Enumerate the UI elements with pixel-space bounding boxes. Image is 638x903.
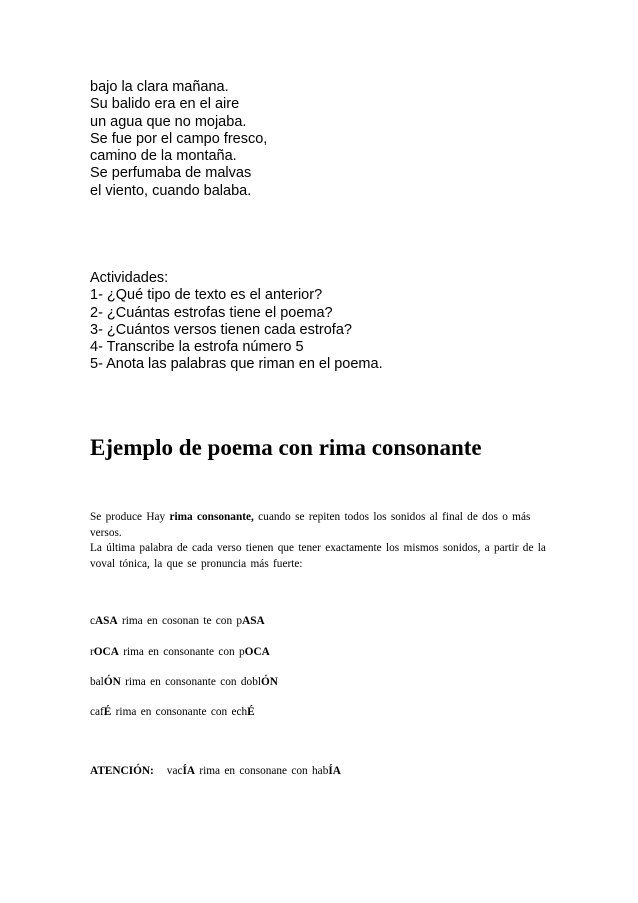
example-connector: rima en consonane con — [195, 765, 313, 777]
poem-line: Se perfumaba de malvas — [90, 165, 252, 182]
word-start: dobl — [240, 676, 261, 688]
activities-section — [90, 270, 383, 374]
activity-item: 4- Transcribe la estrofa número 5 — [90, 339, 304, 356]
word-start: c — [90, 615, 96, 627]
poem-line: el viento, cuando balaba. — [90, 182, 252, 199]
word-start: ech — [231, 706, 248, 718]
word-start: hab — [312, 765, 329, 777]
rhyme-example — [90, 614, 265, 628]
word-rhyme-part: OCA — [244, 646, 270, 658]
explanation-rest: cuando se repiten todos los sonidos al final de dos o más versos. — [90, 511, 531, 539]
word-start: p — [239, 646, 245, 658]
activity-item: 1- ¿Qué tipo de texto es el anterior? — [90, 287, 323, 304]
example-connector: rima en consonante con — [120, 676, 241, 688]
word-rhyme-part: ÓN — [260, 676, 278, 688]
word-start: vac — [166, 765, 183, 777]
word-rhyme-part: É — [247, 706, 255, 718]
example-connector: rima en consonante con — [118, 646, 239, 658]
word-start: bal — [90, 676, 104, 688]
word-rhyme-part: ÍA — [182, 765, 196, 777]
explanation-term: rima consonante, — [169, 511, 254, 523]
poem-line: Su balido era en el aire — [90, 96, 240, 113]
section-heading: Ejemplo de poema con rima consonante — [90, 435, 482, 460]
word-start: p — [236, 615, 243, 627]
activity-item: 3- ¿Cuántos versos tienen cada estrofa? — [90, 321, 352, 338]
word-rhyme-part: ÓN — [103, 676, 121, 688]
activity-item: 5- Anota las palabras que riman en el poema. — [90, 356, 383, 373]
poem-line: Se fue por el campo fresco, — [90, 130, 268, 147]
example-connector: rima en cosonan te con — [117, 615, 237, 627]
poem-line: bajo la clara mañana. — [90, 79, 229, 95]
word-rhyme-part: ASA — [95, 615, 118, 627]
word-start: caf — [90, 706, 104, 718]
example-connector: rima en consonante con — [111, 706, 232, 718]
activity-item: 2- ¿Cuántas estrofas tiene el poema? — [90, 304, 333, 321]
word-rhyme-part: ASA — [242, 615, 265, 627]
rhyme-example — [90, 675, 278, 689]
attention-label: ATENCIÓN: — [90, 765, 154, 777]
word-start: r — [90, 646, 94, 658]
poem-stanza — [90, 79, 267, 200]
explanation-line2: La última palabra de cada verso tienen que tener exactamente los mismos sonidos, a partir de la voval tónica, la que se pronuncia más fuerte: — [90, 542, 546, 570]
poem-line: un agua que no mojaba. — [90, 113, 247, 130]
activities-list — [90, 287, 383, 373]
activities-title: Actividades: — [90, 270, 169, 286]
explanation-prefix: Se produce Hay — [90, 511, 170, 523]
poem-line: camino de la montaña. — [90, 148, 237, 165]
rhyme-example — [90, 645, 270, 659]
attention-note — [90, 764, 341, 778]
explanation-paragraph — [90, 510, 560, 572]
word-rhyme-part: É — [103, 706, 112, 718]
word-rhyme-part: OCA — [93, 646, 119, 658]
rhyme-example — [90, 705, 255, 719]
word-rhyme-part: ÍA — [328, 765, 341, 777]
